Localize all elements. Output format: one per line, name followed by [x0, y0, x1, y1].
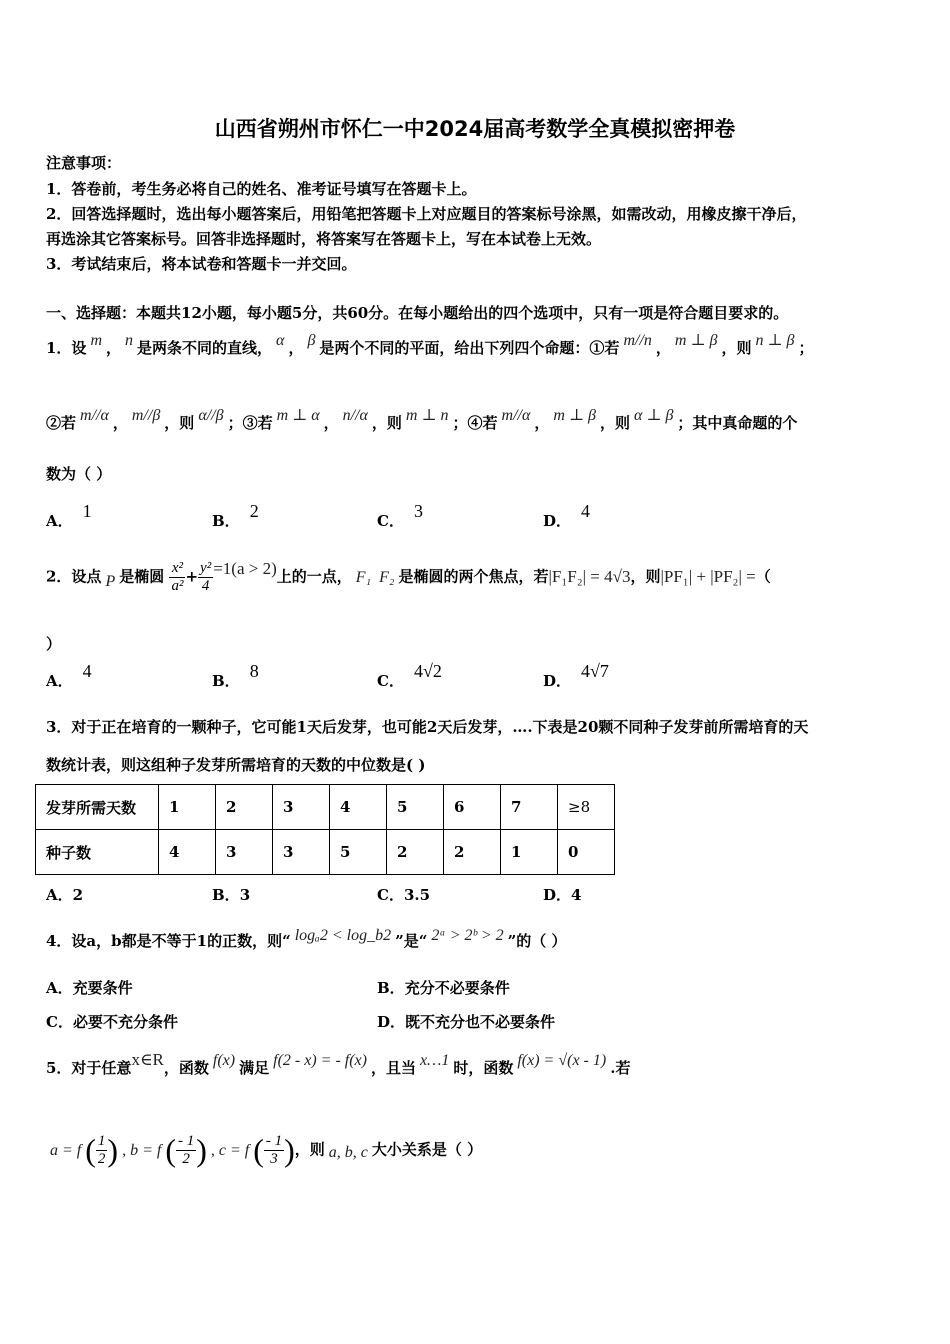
q2-option-b[interactable]: B． 8 — [212, 661, 259, 690]
table-cell: 7 — [501, 785, 558, 830]
fraction-x: $\frac{\text{x²}}{\text{a²}}$ — [171, 560, 184, 594]
table-cell: 2 — [387, 830, 444, 875]
q2-option-a[interactable]: A． 4 — [46, 661, 92, 690]
q4-option-a[interactable]: A．充要条件 — [46, 979, 133, 997]
q1-option-d[interactable]: D． 4 — [543, 501, 591, 530]
q4-option-c[interactable]: C．必要不充分条件 — [46, 1013, 178, 1031]
germination-table — [35, 784, 615, 875]
table-cell: 3 — [273, 785, 330, 830]
table-row — [36, 785, 615, 830]
q4-option-d[interactable]: D．既不充分也不必要条件 — [377, 1013, 556, 1031]
table-cell: 2 — [444, 830, 501, 875]
q1-option-b[interactable]: B． 2 — [212, 501, 259, 530]
section-heading: 一、选择题：本题共12小题，每小题5分，共60分。在每小题给出的四个选项中，只有一项是符合题目要求的。 — [46, 304, 789, 322]
page-title: 山西省朔州市怀仁一中2024届高考数学全真模拟密押卷 — [214, 117, 736, 141]
q1-option-c[interactable]: C． 3 — [377, 501, 423, 530]
table-cell: ≥8 — [558, 785, 615, 830]
q3-option-a[interactable]: A．2 — [46, 886, 84, 904]
table-cell: 2 — [216, 785, 273, 830]
q2-option-d[interactable]: D． 4√7 — [543, 661, 609, 690]
table-cell: 1 — [501, 830, 558, 875]
question-5-line-1: 5．对于任意x∈R，函数 f(x) 满足 f(2 - x) = - f(x) ，且当 x…1 时，函数 f(x) = √(x - 1) .若 — [46, 1050, 631, 1077]
q3-option-d[interactable]: D．4 — [543, 886, 582, 904]
table-cell: 1 — [159, 785, 216, 830]
question-1-line-1: 1．设 m ， n 是两条不同的直线， α ， β 是两个不同的平面，给出下列四个命题：①若 m//n ， m ⊥ β ，则 n ⊥ β ； — [46, 332, 814, 357]
question-2-line-2: ） — [46, 635, 62, 653]
question-1-line-2: ②若 m//α ， m//β ，则 α//β ；③若 m ⊥ α ， n//α ，则 m ⊥ n ；④若 m//α ， m ⊥ β ，则 α ⊥ β ；其中真命题的个 — [46, 407, 798, 432]
notice-heading: 注意事项： — [46, 154, 122, 172]
q4-option-b[interactable]: B．充分不必要条件 — [377, 979, 510, 997]
notice-item: 3．考试结束后，将本试卷和答题卡一并交回。 — [46, 255, 357, 273]
question-1-line-3: 数为（ ） — [46, 465, 112, 483]
notice-item: 1．答卷前，考生务必将自己的姓名、准考证号填写在答题卡上。 — [46, 180, 477, 198]
table-cell: 3 — [273, 830, 330, 875]
table-cell: 3 — [216, 830, 273, 875]
q3-option-b[interactable]: B．3 — [212, 886, 251, 904]
question-3-line-1: 3．对于正在培育的一颗种子，它可能1天后发芽，也可能2天后发芽，….下表是20颗不同种子发芽前所需培育的天 — [46, 718, 809, 736]
table-cell: 种子数 — [36, 830, 159, 875]
q2-option-c[interactable]: C． 4√2 — [377, 661, 442, 690]
table-cell: 5 — [387, 785, 444, 830]
question-4-line-1: 4．设a，b都是不等于1的正数，则“ logₐ2 < log_b2 ”是“ 2ᵃ > 2ᵇ > 2 ”的（ ） — [46, 927, 567, 950]
question-2-line-1: 2．设点 P 是椭圆 $\frac{\text{x²}}{\text{a²}}$ + $\frac{\text{y²}}{4}$ =1(a > 2)上的一点， F₁ F₂ 是椭圆的两个焦点，若|F₁F₂| = 4√3，则|PF₁| + |PF₂| =（ — [46, 558, 771, 594]
table-cell: 5 — [330, 830, 387, 875]
table-cell: 发芽所需天数 — [36, 785, 159, 830]
table-cell: 4 — [159, 830, 216, 875]
question-5-line-2: a = f ( $\frac{1}{2}$ ) , b = f ( $\frac{- 1}{2}$ ) , c = f ( $\frac{- 1}{3}$ )，则 a, b, c 大小关系是（ ） — [50, 1132, 483, 1168]
table-cell: 6 — [444, 785, 501, 830]
notice-item: 再选涂其它答案标号。回答非选择题时，将答案写在答题卡上，写在本试卷上无效。 — [46, 230, 602, 248]
table-cell: 4 — [330, 785, 387, 830]
question-3-line-2: 数统计表，则这组种子发芽所需培育的天数的中位数是( ) — [46, 756, 426, 774]
fraction-y: $\frac{\text{y²}}{4}$ — [200, 560, 212, 594]
table-cell: 0 — [558, 830, 615, 875]
q1-option-a[interactable]: A． 1 — [46, 501, 92, 530]
notice-item: 2．回答选择题时，选出每小题答案后，用铅笔把答题卡上对应题目的答案标号涂黑，如需改动，用橡皮擦干净后， — [46, 205, 807, 223]
table-row — [36, 830, 615, 875]
q3-option-c[interactable]: C．3.5 — [377, 886, 431, 904]
